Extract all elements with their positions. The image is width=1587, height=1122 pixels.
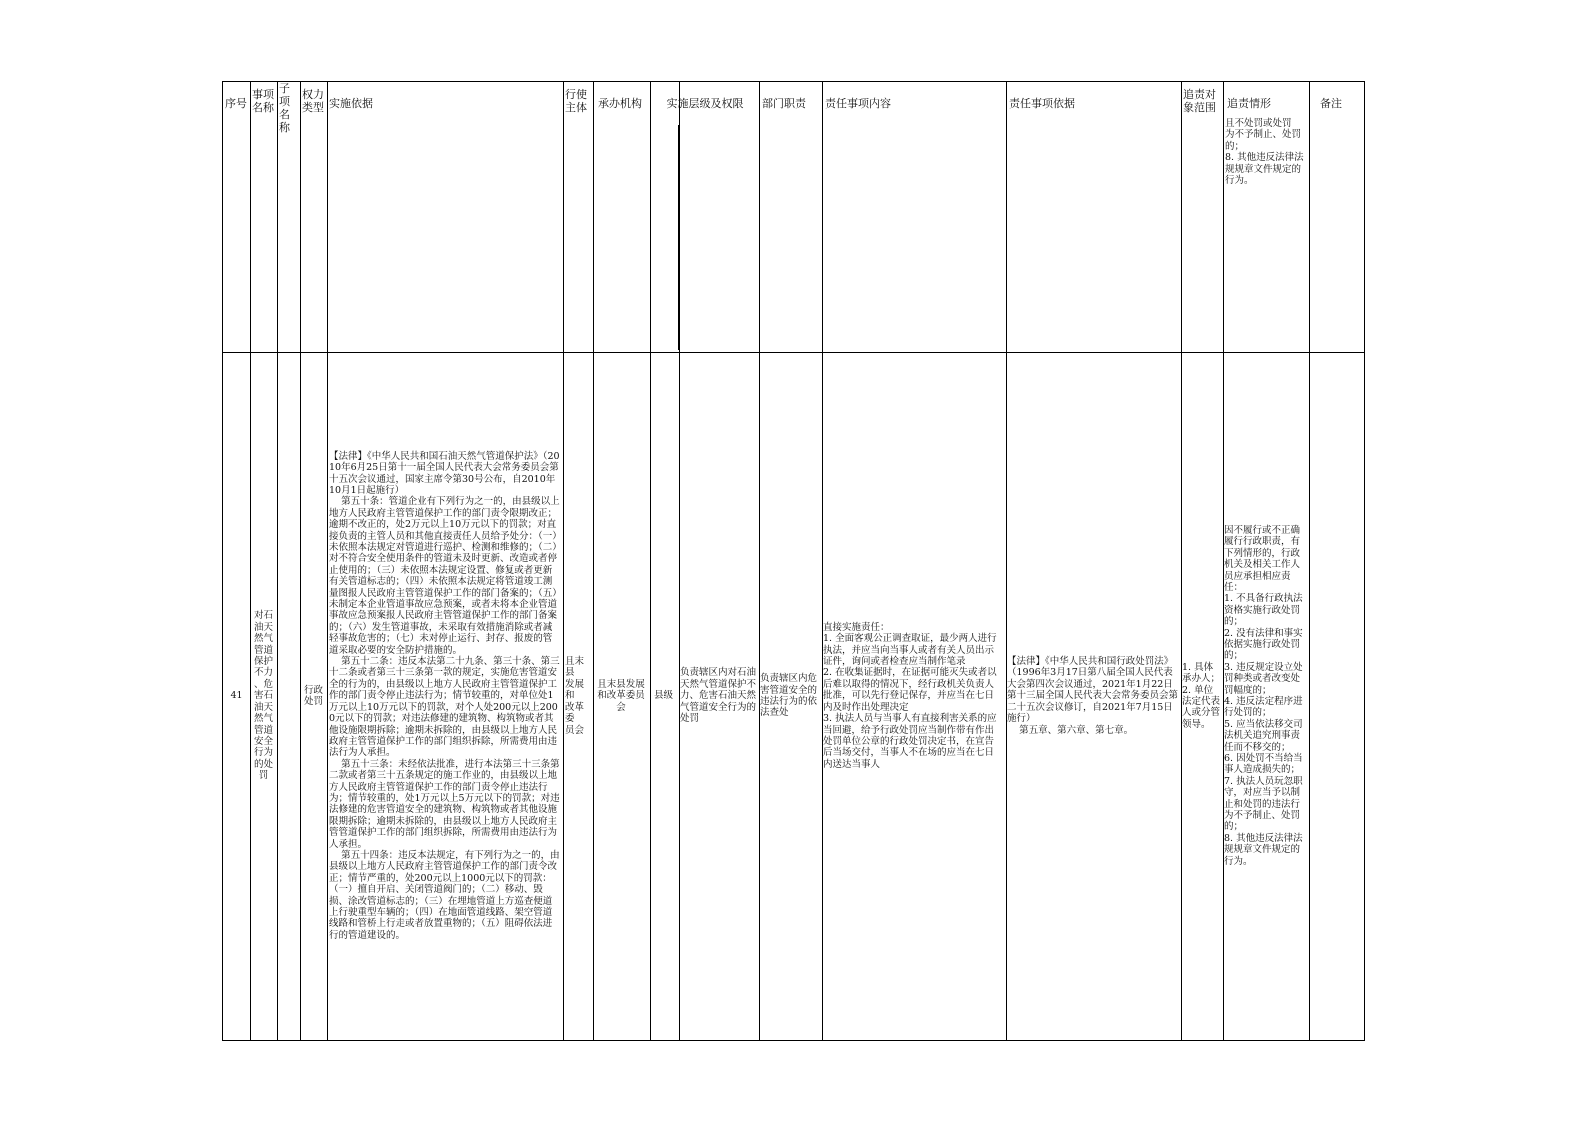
col-divider — [277, 82, 278, 1040]
header-level: 实施层级及权限 — [666, 97, 744, 110]
row41-accountable-text: 1. 具体承办人； 2. 单位法定代表人或分管领导。 — [1182, 661, 1221, 730]
header-agency: 承办机构 — [598, 97, 642, 110]
header-resp-basis: 责任事项依据 — [1009, 97, 1075, 110]
row41-item-name — [250, 352, 277, 1040]
row41-basis — [327, 352, 562, 1040]
row41-resp-basis — [1005, 352, 1180, 1040]
row41-agency-text: 且末县发展 和改革委员 会 — [597, 678, 645, 713]
row41-subject-text: 且末县 发展和 改革委 员会 — [565, 656, 585, 736]
header-sub-item: 子 项 名 称 — [279, 82, 290, 134]
row41-duty-text: 负责辖区内危害管道安全的违法行为的依法查处 — [760, 673, 818, 719]
row41-power-type — [300, 352, 327, 1040]
col-divider — [1309, 82, 1310, 1040]
header-basis: 实施依据 — [329, 97, 373, 110]
header-item-name: 事项 名称 — [252, 88, 274, 114]
header-remark: 备注 — [1320, 97, 1342, 110]
row41-item-name-text: 对石 油天 然气 管道 保护 不力 、危 害石 油天 然气 管道 安全 行为 的处 罚 — [253, 610, 273, 782]
header-accountable: 追责对 象范围 — [1183, 88, 1216, 114]
row41-power-type-text: 行政 处罚 — [303, 684, 323, 707]
row41-seq — [223, 352, 250, 1040]
row41-level-text: 县级 — [653, 690, 673, 702]
header-resp-content: 责任事项内容 — [825, 97, 891, 110]
row41-level — [649, 352, 678, 1040]
row41-accountability-text: 因不履行或不正确履行行政职责，有下列情形的，行政机关及相关工作人员应承担相应责任： 1. 不具备行政执法资格实施行政处罚的； 2. 没有法律和事实依据实施行政处罚的； 3. 违反规定设立处罚种类或者改变处罚幅度的； 4. 违反法定程序进行处罚的； 5. 应当依法移交司法机关追究刑事责任而不移交的； 6. 因处罚不当给当事人造成损失的； 7. 执法人员玩忽职守，对应当予以制止和处罚的违法行为不予制止、处罚的； 8. 其他违反法律法规规章文件规定的行为。 — [1224, 524, 1303, 867]
row41-level-desc-text: 负责辖区内对石油天然气管道保护不力、危害石油天然气管道安全行为的处罚 — [680, 667, 757, 725]
row41-resp-content-text: 直接实施责任： 1. 全面客观公正调查取证，最少两人进行执法，并应当向当事人或者有关人员出示证件，询问或者检查应当制作笔录 2. 在收集证据时，在证据可能灭失或者以后难以取得的情况下，经行政机关负责人批准，可以先行登记保存，并应当在七日内及时作出处理决定 3. 执法人员与当事人有直接利害关系的应当回避，给予行政处罚应当制作带有作出处罚单位公章的行政处罚决定书，在宣告后当场交付，当事人不在场的应当在七日内送达当事人 — [823, 621, 997, 770]
row41-subject — [563, 352, 593, 1040]
header-seq: 序号 — [225, 97, 247, 110]
row41-accountable — [1180, 352, 1222, 1040]
row41-resp-content — [821, 352, 1005, 1040]
row41-accountability — [1222, 352, 1308, 1040]
row41-level-desc — [678, 352, 758, 1040]
prev-row-accountability: 且不处罚或处罚 为不予制止、处罚 的； 8. 其他违反法律法 规规章文件规定的 行为。 — [1225, 118, 1304, 187]
row41-basis-text: 【法律】《中华人民共和国石油天然气管道保护法》（2010年6月25日第十一届全国人民代表大会常务委员会第十五次会议通过，国家主席令第30号公布，自2010年10月1日起施行） 第五十条：管道企业有下列行为之一的，由县级以上地方人民政府主管管道保护工作的部门责令限期改正；逾期不改正的，处2万元以上10万元以下的罚款；对直接负责的主管人员和其他直接责任人员给予处分：（一）未依照本法规定对管道进行巡护、检测和维修的；（二）对不符合安全使用条件的管道未及时更新、改造或者停止使用的；（三）未依照本法规定设置、修复或者更新有关管道标志的；（四）未依照本法规定将管道竣工测量图报人民政府主管管道保护工作的部门备案的；（五）未制定本企业管道事故应急预案，或者未将本企业管道事故应急预案报人民政府主管管道保护工作的部门备案的；（六）发生管道事故，未采取有效措施消除或者减轻事故危害的；（七）未对停止运行、封存、报废的管道采取必要的安全防护措施的。 第五十二条：违反本法第二十九条、第三十条、第三十二条或者第三十三条第一款的规定，实施危害管道安全的行为的，由县级以上地方人民政府主管管道保护工作的部门责令停止违法行为；情节较重的，对单位处1万元以上10万元以下的罚款，对个人处200元以上2000元以下的罚款；对违法修建的建筑物、构筑物或者其他设施限期拆除；逾期未拆除的，由县级以上地方人民政府主管管道保护工作的部门组织拆除，所需费用由违法行为人承担。 第五十三条：未经依法批准，进行本法第三十三条第二款或者第三十五条规定的施工作业的，由县级以上地方人民政府主管管道保护工作的部门责令停止违法行为；情节较重的，处1万元以上5万元以下的罚款；对违法修建的危害管道安全的建筑物、构筑物或者其他设施限期拆除；逾期未拆除的，由县级以上地方人民政府主管管道保护工作的部门组织拆除，所需费用由违法行为人承担。 第五十四条：违反本法规定，有下列行为之一的，由县级以上地方人民政府主管管道保护工作的部门责令改正；情节严重的，处200元以上1000元以下的罚款：（一）擅自开启、关闭管道阀门的；（二）移动、毁损、涂改管道标志的；（三）在埋地管道上方巡查便道上行驶重型车辆的；（四）在地面管道线路、架空管道线路和管桥上行走或者放置重物的；（五）阻碍依法进行的管道建设的。 — [329, 450, 560, 941]
header-accountability: 追责情形 — [1227, 97, 1271, 110]
level-sub-divider — [678, 125, 679, 350]
header-subject: 行使 主体 — [565, 88, 587, 114]
row41-agency — [593, 352, 649, 1040]
row41-seq-text: 41 — [230, 690, 243, 702]
header-duty: 部门职责 — [762, 97, 806, 110]
header-power-type: 权力 类型 — [302, 88, 324, 114]
row41-resp-basis-text: 【法律】《中华人民共和国行政处罚法》（1996年3月17日第八届全国人民代表大会第四次会议通过，2021年1月22日第十三届全国人民代表大会常务委员会第二十五次会议修订，自2021年7月15日施行） 第五章、第六章、第七章。 — [1007, 656, 1179, 736]
row41-duty — [758, 352, 821, 1040]
